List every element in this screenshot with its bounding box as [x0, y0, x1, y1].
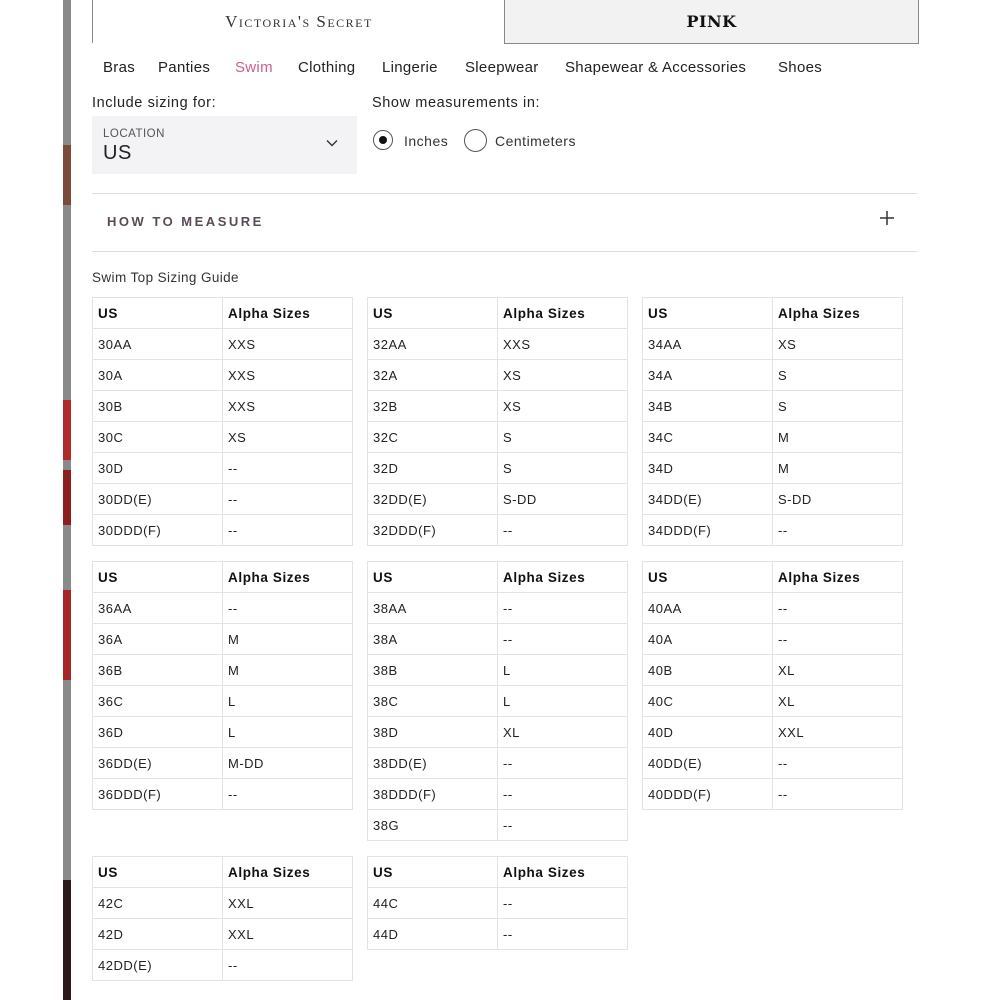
size-table	[367, 856, 628, 950]
alpha-size-cell: --	[498, 624, 628, 655]
table-row	[643, 329, 903, 360]
us-size-cell: 32A	[368, 360, 498, 391]
us-size-cell: 30C	[93, 422, 223, 453]
us-size-cell: 40DDD(F)	[643, 779, 773, 810]
backdrop-decoration	[63, 470, 71, 525]
inches-radio[interactable]	[373, 130, 393, 150]
table-header-row	[643, 298, 903, 329]
size-table	[642, 297, 903, 546]
tab-label: PINK	[686, 12, 737, 31]
table-row	[93, 686, 353, 717]
us-size-cell: 38DD(E)	[368, 748, 498, 779]
column-header-us: US	[368, 562, 498, 593]
location-label: LOCATION	[103, 128, 165, 140]
column-header-us: US	[93, 562, 223, 593]
us-size-cell: 32DDD(F)	[368, 515, 498, 546]
backdrop-decoration	[63, 145, 71, 205]
column-header-alpha-sizes: Alpha Sizes	[498, 298, 628, 329]
alpha-size-cell: --	[773, 748, 903, 779]
table-body	[368, 888, 628, 950]
us-size-cell: 42D	[93, 919, 223, 950]
us-size-cell: 30B	[93, 391, 223, 422]
table-row	[368, 453, 628, 484]
us-size-cell: 36C	[93, 686, 223, 717]
centimeters-radio[interactable]	[464, 129, 487, 152]
us-size-cell: 42C	[93, 888, 223, 919]
nav-item-shapewear-accessories[interactable]: Shapewear & Accessories	[565, 59, 747, 76]
tab-pink[interactable]	[504, 0, 919, 44]
table-row	[93, 748, 353, 779]
us-size-cell: 38DDD(F)	[368, 779, 498, 810]
table-header-row	[93, 857, 353, 888]
table-header-row	[368, 562, 628, 593]
us-size-cell: 34A	[643, 360, 773, 391]
alpha-size-cell: M	[223, 655, 353, 686]
us-size-cell: 38B	[368, 655, 498, 686]
alpha-size-cell: XS	[773, 329, 903, 360]
table-row	[93, 453, 353, 484]
table-row	[368, 624, 628, 655]
alpha-size-cell: XS	[498, 360, 628, 391]
alpha-size-cell: L	[223, 717, 353, 748]
us-size-cell: 40B	[643, 655, 773, 686]
table-body	[93, 329, 353, 546]
radio-selected-dot	[379, 136, 387, 144]
size-table	[92, 297, 353, 546]
table-body	[93, 888, 353, 981]
us-size-cell: 30D	[93, 453, 223, 484]
backdrop-edge	[0, 0, 66, 1000]
us-size-cell: 34AA	[643, 329, 773, 360]
alpha-size-cell: S	[773, 360, 903, 391]
alpha-size-cell: M	[223, 624, 353, 655]
us-size-cell: 38D	[368, 717, 498, 748]
table-header-row	[93, 562, 353, 593]
table-row	[93, 422, 353, 453]
alpha-size-cell: --	[223, 484, 353, 515]
us-size-cell: 34DD(E)	[643, 484, 773, 515]
alpha-size-cell: XL	[498, 717, 628, 748]
alpha-size-cell: --	[223, 593, 353, 624]
table-body	[368, 329, 628, 546]
location-value: US	[103, 142, 132, 164]
table-row	[643, 655, 903, 686]
table-row	[368, 422, 628, 453]
table-row	[93, 484, 353, 515]
table-row	[368, 779, 628, 810]
table-row	[368, 655, 628, 686]
table-header-row	[368, 857, 628, 888]
backdrop-decoration	[63, 880, 71, 1000]
alpha-size-cell: L	[498, 686, 628, 717]
tab-victorias-secret[interactable]	[92, 0, 505, 43]
table-row	[643, 360, 903, 391]
table-row	[93, 391, 353, 422]
us-size-cell: 36D	[93, 717, 223, 748]
column-header-alpha-sizes: Alpha Sizes	[773, 298, 903, 329]
alpha-size-cell: S-DD	[498, 484, 628, 515]
chevron-down-icon	[325, 136, 339, 150]
table-row	[643, 422, 903, 453]
table-row	[643, 391, 903, 422]
size-chart-panel	[92, 0, 917, 1000]
nav-item-shoes[interactable]: Shoes	[778, 59, 823, 76]
us-size-cell: 40AA	[643, 593, 773, 624]
column-header-us: US	[368, 298, 498, 329]
column-header-alpha-sizes: Alpha Sizes	[498, 562, 628, 593]
table-row	[93, 779, 353, 810]
us-size-cell: 34B	[643, 391, 773, 422]
nav-item-sleepwear[interactable]: Sleepwear	[465, 59, 539, 76]
column-header-us: US	[643, 298, 773, 329]
table-row	[368, 515, 628, 546]
us-size-cell: 30DDD(F)	[93, 515, 223, 546]
column-header-us: US	[368, 857, 498, 888]
include-sizing-label: Include sizing for:	[92, 95, 217, 111]
alpha-size-cell: XXL	[223, 888, 353, 919]
alpha-size-cell: --	[498, 810, 628, 841]
table-row	[643, 593, 903, 624]
alpha-size-cell: --	[498, 888, 628, 919]
nav-item-lingerie[interactable]: Lingerie	[382, 59, 438, 76]
us-size-cell: 38G	[368, 810, 498, 841]
table-row	[368, 686, 628, 717]
alpha-size-cell: XXL	[223, 919, 353, 950]
table-row	[643, 748, 903, 779]
table-body	[643, 329, 903, 546]
brand-tabs	[92, 0, 917, 44]
us-size-cell: 44C	[368, 888, 498, 919]
table-row	[93, 624, 353, 655]
us-size-cell: 32D	[368, 453, 498, 484]
us-size-cell: 32B	[368, 391, 498, 422]
alpha-size-cell: XXL	[773, 717, 903, 748]
table-row	[643, 484, 903, 515]
alpha-size-cell: XXS	[223, 391, 353, 422]
table-body	[368, 593, 628, 841]
tab-label: Victoria's Secret	[225, 11, 373, 31]
size-table	[367, 297, 628, 546]
us-size-cell: 32DD(E)	[368, 484, 498, 515]
us-size-cell: 32AA	[368, 329, 498, 360]
us-size-cell: 34C	[643, 422, 773, 453]
us-size-cell: 40C	[643, 686, 773, 717]
us-size-cell: 42DD(E)	[93, 950, 223, 981]
table-row	[368, 391, 628, 422]
table-row	[643, 515, 903, 546]
alpha-size-cell: --	[498, 593, 628, 624]
alpha-size-cell: XXS	[223, 329, 353, 360]
alpha-size-cell: --	[773, 593, 903, 624]
table-row	[368, 919, 628, 950]
us-size-cell: 40DD(E)	[643, 748, 773, 779]
table-row	[643, 717, 903, 748]
table-row	[368, 810, 628, 841]
us-size-cell: 32C	[368, 422, 498, 453]
guide-title: Swim Top Sizing Guide	[92, 270, 239, 285]
alpha-size-cell: --	[498, 779, 628, 810]
table-row	[368, 888, 628, 919]
table-header-row	[93, 298, 353, 329]
nav-item-swim[interactable]: Swim	[235, 59, 273, 76]
alpha-size-cell: S	[498, 422, 628, 453]
how-to-measure-toggle[interactable]: HOW TO MEASURE	[107, 214, 264, 229]
alpha-size-cell: --	[223, 453, 353, 484]
table-row	[368, 717, 628, 748]
alpha-size-cell: --	[223, 950, 353, 981]
alpha-size-cell: --	[498, 748, 628, 779]
table-row	[368, 593, 628, 624]
column-header-alpha-sizes: Alpha Sizes	[223, 857, 353, 888]
alpha-size-cell: --	[223, 515, 353, 546]
size-table	[92, 561, 353, 810]
alpha-size-cell: S	[773, 391, 903, 422]
us-size-cell: 38C	[368, 686, 498, 717]
column-header-alpha-sizes: Alpha Sizes	[223, 562, 353, 593]
table-body	[643, 593, 903, 810]
alpha-size-cell: XL	[773, 686, 903, 717]
table-row	[368, 748, 628, 779]
alpha-size-cell: XXS	[223, 360, 353, 391]
us-size-cell: 36A	[93, 624, 223, 655]
us-size-cell: 30AA	[93, 329, 223, 360]
table-row	[93, 593, 353, 624]
us-size-cell: 30A	[93, 360, 223, 391]
alpha-size-cell: M	[773, 453, 903, 484]
table-row	[93, 655, 353, 686]
alpha-size-cell: L	[498, 655, 628, 686]
table-row	[643, 686, 903, 717]
divider	[92, 251, 917, 252]
alpha-size-cell: --	[773, 624, 903, 655]
us-size-cell: 30DD(E)	[93, 484, 223, 515]
table-row	[643, 453, 903, 484]
us-size-cell: 40D	[643, 717, 773, 748]
alpha-size-cell: XS	[498, 391, 628, 422]
column-header-us: US	[93, 857, 223, 888]
column-header-us: US	[643, 562, 773, 593]
size-table	[367, 561, 628, 841]
us-size-cell: 40A	[643, 624, 773, 655]
alpha-size-cell: XXS	[498, 329, 628, 360]
table-row	[93, 515, 353, 546]
table-row	[368, 329, 628, 360]
backdrop-decoration	[63, 590, 71, 680]
column-header-alpha-sizes: Alpha Sizes	[223, 298, 353, 329]
alpha-size-cell: L	[223, 686, 353, 717]
alpha-size-cell: XL	[773, 655, 903, 686]
column-header-alpha-sizes: Alpha Sizes	[498, 857, 628, 888]
us-size-cell: 36AA	[93, 593, 223, 624]
table-row	[643, 779, 903, 810]
alpha-size-cell: M	[773, 422, 903, 453]
us-size-cell: 44D	[368, 919, 498, 950]
nav-item-panties[interactable]: Panties	[158, 59, 211, 76]
column-header-alpha-sizes: Alpha Sizes	[773, 562, 903, 593]
alpha-size-cell: --	[773, 515, 903, 546]
table-row	[93, 717, 353, 748]
table-row	[368, 360, 628, 391]
us-size-cell: 38AA	[368, 593, 498, 624]
alpha-size-cell: S-DD	[773, 484, 903, 515]
us-size-cell: 36B	[93, 655, 223, 686]
alpha-size-cell: --	[498, 919, 628, 950]
location-select[interactable]	[92, 116, 357, 174]
alpha-size-cell: XS	[223, 422, 353, 453]
table-row	[643, 624, 903, 655]
nav-item-bras[interactable]: Bras	[103, 59, 136, 76]
column-header-us: US	[93, 298, 223, 329]
backdrop-decoration	[63, 400, 71, 460]
alpha-size-cell: M-DD	[223, 748, 353, 779]
size-table	[92, 856, 353, 981]
alpha-size-cell: --	[223, 779, 353, 810]
divider	[92, 193, 917, 194]
table-row	[368, 484, 628, 515]
us-size-cell: 34DDD(F)	[643, 515, 773, 546]
alpha-size-cell: --	[498, 515, 628, 546]
measurements-label: Show measurements in:	[372, 95, 541, 111]
centimeters-label[interactable]: Centimeters	[495, 133, 576, 149]
table-header-row	[368, 298, 628, 329]
alpha-size-cell: --	[773, 779, 903, 810]
table-row	[93, 919, 353, 950]
table-body	[93, 593, 353, 810]
nav-item-clothing[interactable]: Clothing	[298, 59, 356, 76]
plus-icon[interactable]	[879, 210, 895, 226]
inches-label[interactable]: Inches	[404, 133, 449, 149]
size-table	[642, 561, 903, 810]
table-row	[93, 888, 353, 919]
table-row	[93, 360, 353, 391]
us-size-cell: 34D	[643, 453, 773, 484]
table-row	[93, 329, 353, 360]
table-row	[93, 950, 353, 981]
alpha-size-cell: S	[498, 453, 628, 484]
us-size-cell: 36DD(E)	[93, 748, 223, 779]
us-size-cell: 38A	[368, 624, 498, 655]
table-header-row	[643, 562, 903, 593]
us-size-cell: 36DDD(F)	[93, 779, 223, 810]
